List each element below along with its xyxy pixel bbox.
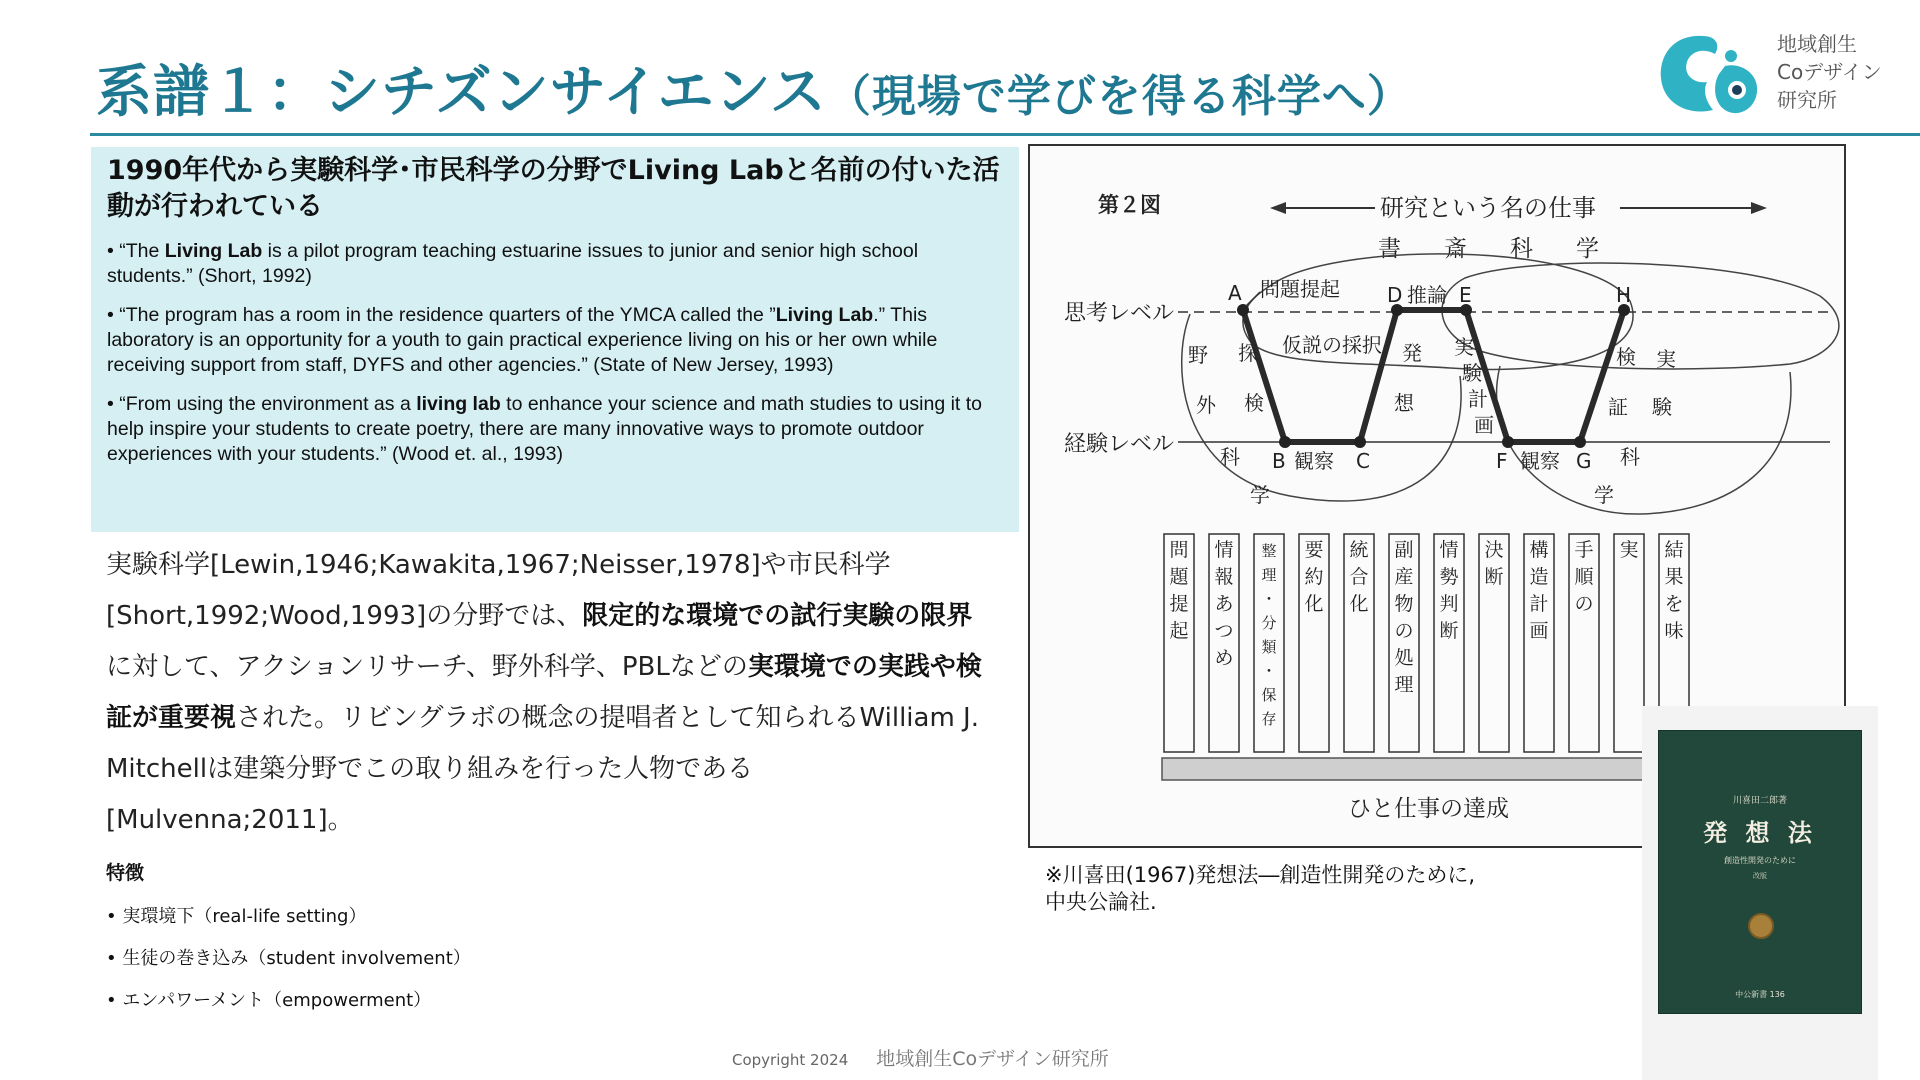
v-hassou-char: 想 xyxy=(1394,391,1414,415)
step-char: の xyxy=(1394,620,1414,642)
quote-bullet-2 xyxy=(107,303,1003,378)
node-label-g: G xyxy=(1576,449,1592,473)
step-char: 画 xyxy=(1529,620,1549,642)
quote-bullet-text: is a pilot program teaching estuarine issues to junior and senior high school students.” (Short, 1992) xyxy=(107,240,919,287)
step-char: 合 xyxy=(1349,566,1369,588)
v-kensho-char: 証 xyxy=(1608,395,1628,419)
label-suiron: 推論 xyxy=(1407,283,1447,307)
level-think-label: 思考レベル xyxy=(1064,301,1175,326)
book-publisher xyxy=(1659,989,1861,1000)
book-subtitle: 創造性開発のために xyxy=(1724,856,1796,865)
feature-item: • エンパワーメント（empowerment） xyxy=(106,990,432,1011)
v-yagai-char: 学 xyxy=(1250,483,1270,507)
footer-org: 地域創生Coデザイン研究所 xyxy=(876,1048,1109,1070)
achievement-bar xyxy=(1162,758,1696,780)
node-label-d: D xyxy=(1387,283,1403,307)
book-subtitle-2: 改版 xyxy=(1753,872,1767,880)
step-char: 存 xyxy=(1261,710,1277,728)
quote-box-heading: 1990年代から実験科学･市民科学の分野でLiving Labと名前の付いた活動が行われている xyxy=(107,155,1000,222)
label-kasetsu: 仮説の採択 xyxy=(1282,333,1382,357)
book-cover xyxy=(1658,730,1862,1014)
node-g-dot xyxy=(1574,436,1586,448)
shosai-char: 科 xyxy=(1510,236,1533,262)
footer xyxy=(732,1044,1109,1071)
caption-line-1: ※川喜田(1967)発想法―創造性開発のために, xyxy=(1045,863,1476,887)
step-char: 類 xyxy=(1261,638,1277,656)
body-text: された。リビングラボの概念の提唱者として知られるWilliam J. Mitchellは建築分野でこの取り組みを行った人物である[Mulvenna;2011]。 xyxy=(106,703,979,835)
step-char: 題 xyxy=(1169,566,1189,588)
quote-bullet-text: to enhance your science and math studies to using it to help inspire your students to create poetry, there are many innovative ways to promote outdoor experiences with your students.” (Wood et. al., 1993) xyxy=(107,393,983,465)
step-char: 造 xyxy=(1529,566,1549,588)
caption-line-2: 中央公論社. xyxy=(1045,890,1157,914)
level-exp-label: 経験レベル xyxy=(1064,432,1175,457)
label-mondai: 問題提起 xyxy=(1260,277,1340,301)
v-hassou-char: 発 xyxy=(1402,341,1422,365)
logo-text-line2: Coデザイン xyxy=(1777,60,1882,84)
step-char: 要 xyxy=(1304,539,1324,561)
title-main: 系譜１：シチズンサイエンス xyxy=(96,60,827,125)
book-title: 発 想 法 xyxy=(1703,819,1817,847)
step-char: の xyxy=(1574,593,1594,615)
logo-text xyxy=(1777,30,1882,114)
features-list xyxy=(106,858,706,1031)
step-char: 提 xyxy=(1169,593,1189,615)
v-yagai-char: 外 xyxy=(1196,393,1216,417)
logo-text-line1: 地域創生 xyxy=(1777,32,1857,56)
body-emphasis: 実環境での実践や検証が重要視 xyxy=(106,652,982,733)
shosai-oval-right xyxy=(1442,263,1839,369)
step-char: 整 xyxy=(1261,542,1277,560)
step-char: 決 xyxy=(1484,539,1504,561)
step-char: 化 xyxy=(1349,593,1369,615)
step-char: 処 xyxy=(1394,647,1414,669)
step-char: め xyxy=(1214,647,1234,669)
book-publisher-name: 中公新書 xyxy=(1735,990,1768,999)
body-emphasis: 限定的な環境での試行実験の限界 xyxy=(582,601,973,631)
mondai-pointer xyxy=(1246,292,1260,306)
step-char: 情 xyxy=(1214,539,1234,561)
node-label-f: F xyxy=(1496,449,1508,473)
quote-bullet-text: • “From using the environment as a xyxy=(107,393,417,415)
quote-box xyxy=(91,147,1019,532)
quote-bullet-bold: Living Lab xyxy=(164,240,263,262)
figure-caption xyxy=(1045,862,1475,916)
label-kansatsu-2: 観察 xyxy=(1520,449,1560,473)
feature-item: • 実環境下（real-life setting） xyxy=(106,906,367,927)
node-f-dot xyxy=(1502,436,1514,448)
step-char: 計 xyxy=(1529,593,1549,615)
step-char: 報 xyxy=(1214,566,1234,588)
step-char: 手 xyxy=(1574,539,1594,561)
step-char: 断 xyxy=(1484,566,1504,588)
shosai-char: 斎 xyxy=(1444,236,1467,262)
quote-bullet-1 xyxy=(107,239,1003,289)
quote-bullet-text: • “The xyxy=(107,240,165,262)
step-char: 結 xyxy=(1664,539,1684,561)
step-char: 起 xyxy=(1169,620,1189,642)
logo-mark-icon xyxy=(1655,26,1765,118)
v-kensho-char: 検 xyxy=(1616,345,1636,369)
step-char: 統 xyxy=(1349,539,1369,561)
book-number: 136 xyxy=(1769,990,1785,999)
arrow-right-head xyxy=(1751,202,1767,214)
v-jikken2-char: 験 xyxy=(1652,395,1672,419)
step-boxes xyxy=(1164,534,1689,752)
bottom-label: ひと仕事の達成 xyxy=(1348,796,1509,822)
title-divider xyxy=(90,133,1920,136)
step-char: 構 xyxy=(1529,539,1549,561)
title-sub: （現場で学びを得る科学へ） xyxy=(826,71,1412,122)
w-path xyxy=(1243,310,1624,442)
v-tanken-char: 探 xyxy=(1238,341,1258,365)
shosai-char: 学 xyxy=(1576,236,1599,262)
step-char: 実 xyxy=(1619,539,1639,561)
step-char: 保 xyxy=(1261,686,1277,704)
step-char: 理 xyxy=(1261,566,1277,584)
quote-bullet-bold: living lab xyxy=(416,393,501,415)
body-text: 実験科学[Lewin,1946;Kawakita,1967;Neisser,1978]や市民科学[Short,1992;Wood,1993]の分野では、 xyxy=(106,550,891,631)
step-char: 果 xyxy=(1664,566,1684,588)
step-char: 分 xyxy=(1261,614,1277,632)
node-label-c: C xyxy=(1356,449,1370,473)
arrow-label: 研究という名の仕事 xyxy=(1380,194,1596,222)
quote-bullet-text: • “The program has a room in the residence quarters of the YMCA called the ” xyxy=(107,304,776,326)
step-char: を xyxy=(1664,593,1684,615)
step-char: 副 xyxy=(1394,539,1414,561)
shosai-char: 書 xyxy=(1378,236,1401,262)
step-char: 味 xyxy=(1664,620,1684,642)
step-char: 化 xyxy=(1304,593,1324,615)
step-char: 問 xyxy=(1169,539,1189,561)
body-paragraph xyxy=(106,540,986,846)
quote-bullet-3 xyxy=(107,392,1003,467)
node-b-dot xyxy=(1279,436,1291,448)
step-char: 理 xyxy=(1394,674,1414,696)
v-yagai-char: 野 xyxy=(1188,343,1208,367)
arrow-left-head xyxy=(1270,202,1286,214)
node-label-b: B xyxy=(1272,449,1286,473)
v-jikken2-char: 実 xyxy=(1656,347,1676,371)
step-char: 判 xyxy=(1439,593,1459,615)
institute-logo xyxy=(1655,22,1905,122)
step-char: 順 xyxy=(1574,566,1594,588)
v-jikken2-char: 学 xyxy=(1594,483,1614,507)
book-cover-card xyxy=(1642,706,1878,1080)
copyright-text: Copyright 2024 xyxy=(732,1051,849,1069)
fig-label: 第２図 xyxy=(1098,193,1161,217)
book-emblem-icon xyxy=(1748,913,1774,939)
step-char: ・ xyxy=(1261,662,1277,680)
quote-bullet-bold: Living Lab xyxy=(775,304,874,326)
logo-text-line3: 研究所 xyxy=(1777,88,1837,112)
step-char: つ xyxy=(1214,620,1234,642)
step-char: 産 xyxy=(1394,566,1414,588)
v-tanken-char: 検 xyxy=(1244,391,1264,415)
page-title xyxy=(96,48,1656,128)
step-char: 勢 xyxy=(1439,566,1459,588)
node-label-h: H xyxy=(1616,283,1632,307)
v-yagai-char: 科 xyxy=(1220,445,1240,469)
label-kansatsu-1: 観察 xyxy=(1294,449,1334,473)
v-jikken-char: 画 xyxy=(1474,413,1494,437)
body-text: に対して、アクションリサーチ、野外科学、PBLなどの xyxy=(106,652,748,682)
feature-item: • 生徒の巻き込み（student involvement） xyxy=(106,948,471,969)
step-char: ・ xyxy=(1261,590,1277,608)
v-jikken-char: 験 xyxy=(1462,361,1482,385)
node-label-e: E xyxy=(1459,283,1472,307)
v-jikken-char: 計 xyxy=(1468,387,1488,411)
step-char: あ xyxy=(1214,593,1234,615)
book-author: 川喜田二郎著 xyxy=(1732,796,1787,806)
step-char: 断 xyxy=(1439,620,1459,642)
quote-bullet-text: .” This laboratory is an opportunity for a youth to gain practical experience living on his or her own while receiving support from staff, DYFS and other agencies.” (State of New Jersey, 1993) xyxy=(107,304,938,376)
features-heading: 特徴 xyxy=(106,862,145,884)
v-jikken-char: 実 xyxy=(1454,335,1474,359)
step-box xyxy=(1614,534,1644,752)
node-c-dot xyxy=(1354,436,1366,448)
step-char: 情 xyxy=(1439,539,1459,561)
step-char: 約 xyxy=(1304,566,1324,588)
node-label-a: A xyxy=(1228,281,1242,305)
step-char: 物 xyxy=(1394,593,1414,615)
v-jikken2-char: 科 xyxy=(1620,445,1640,469)
